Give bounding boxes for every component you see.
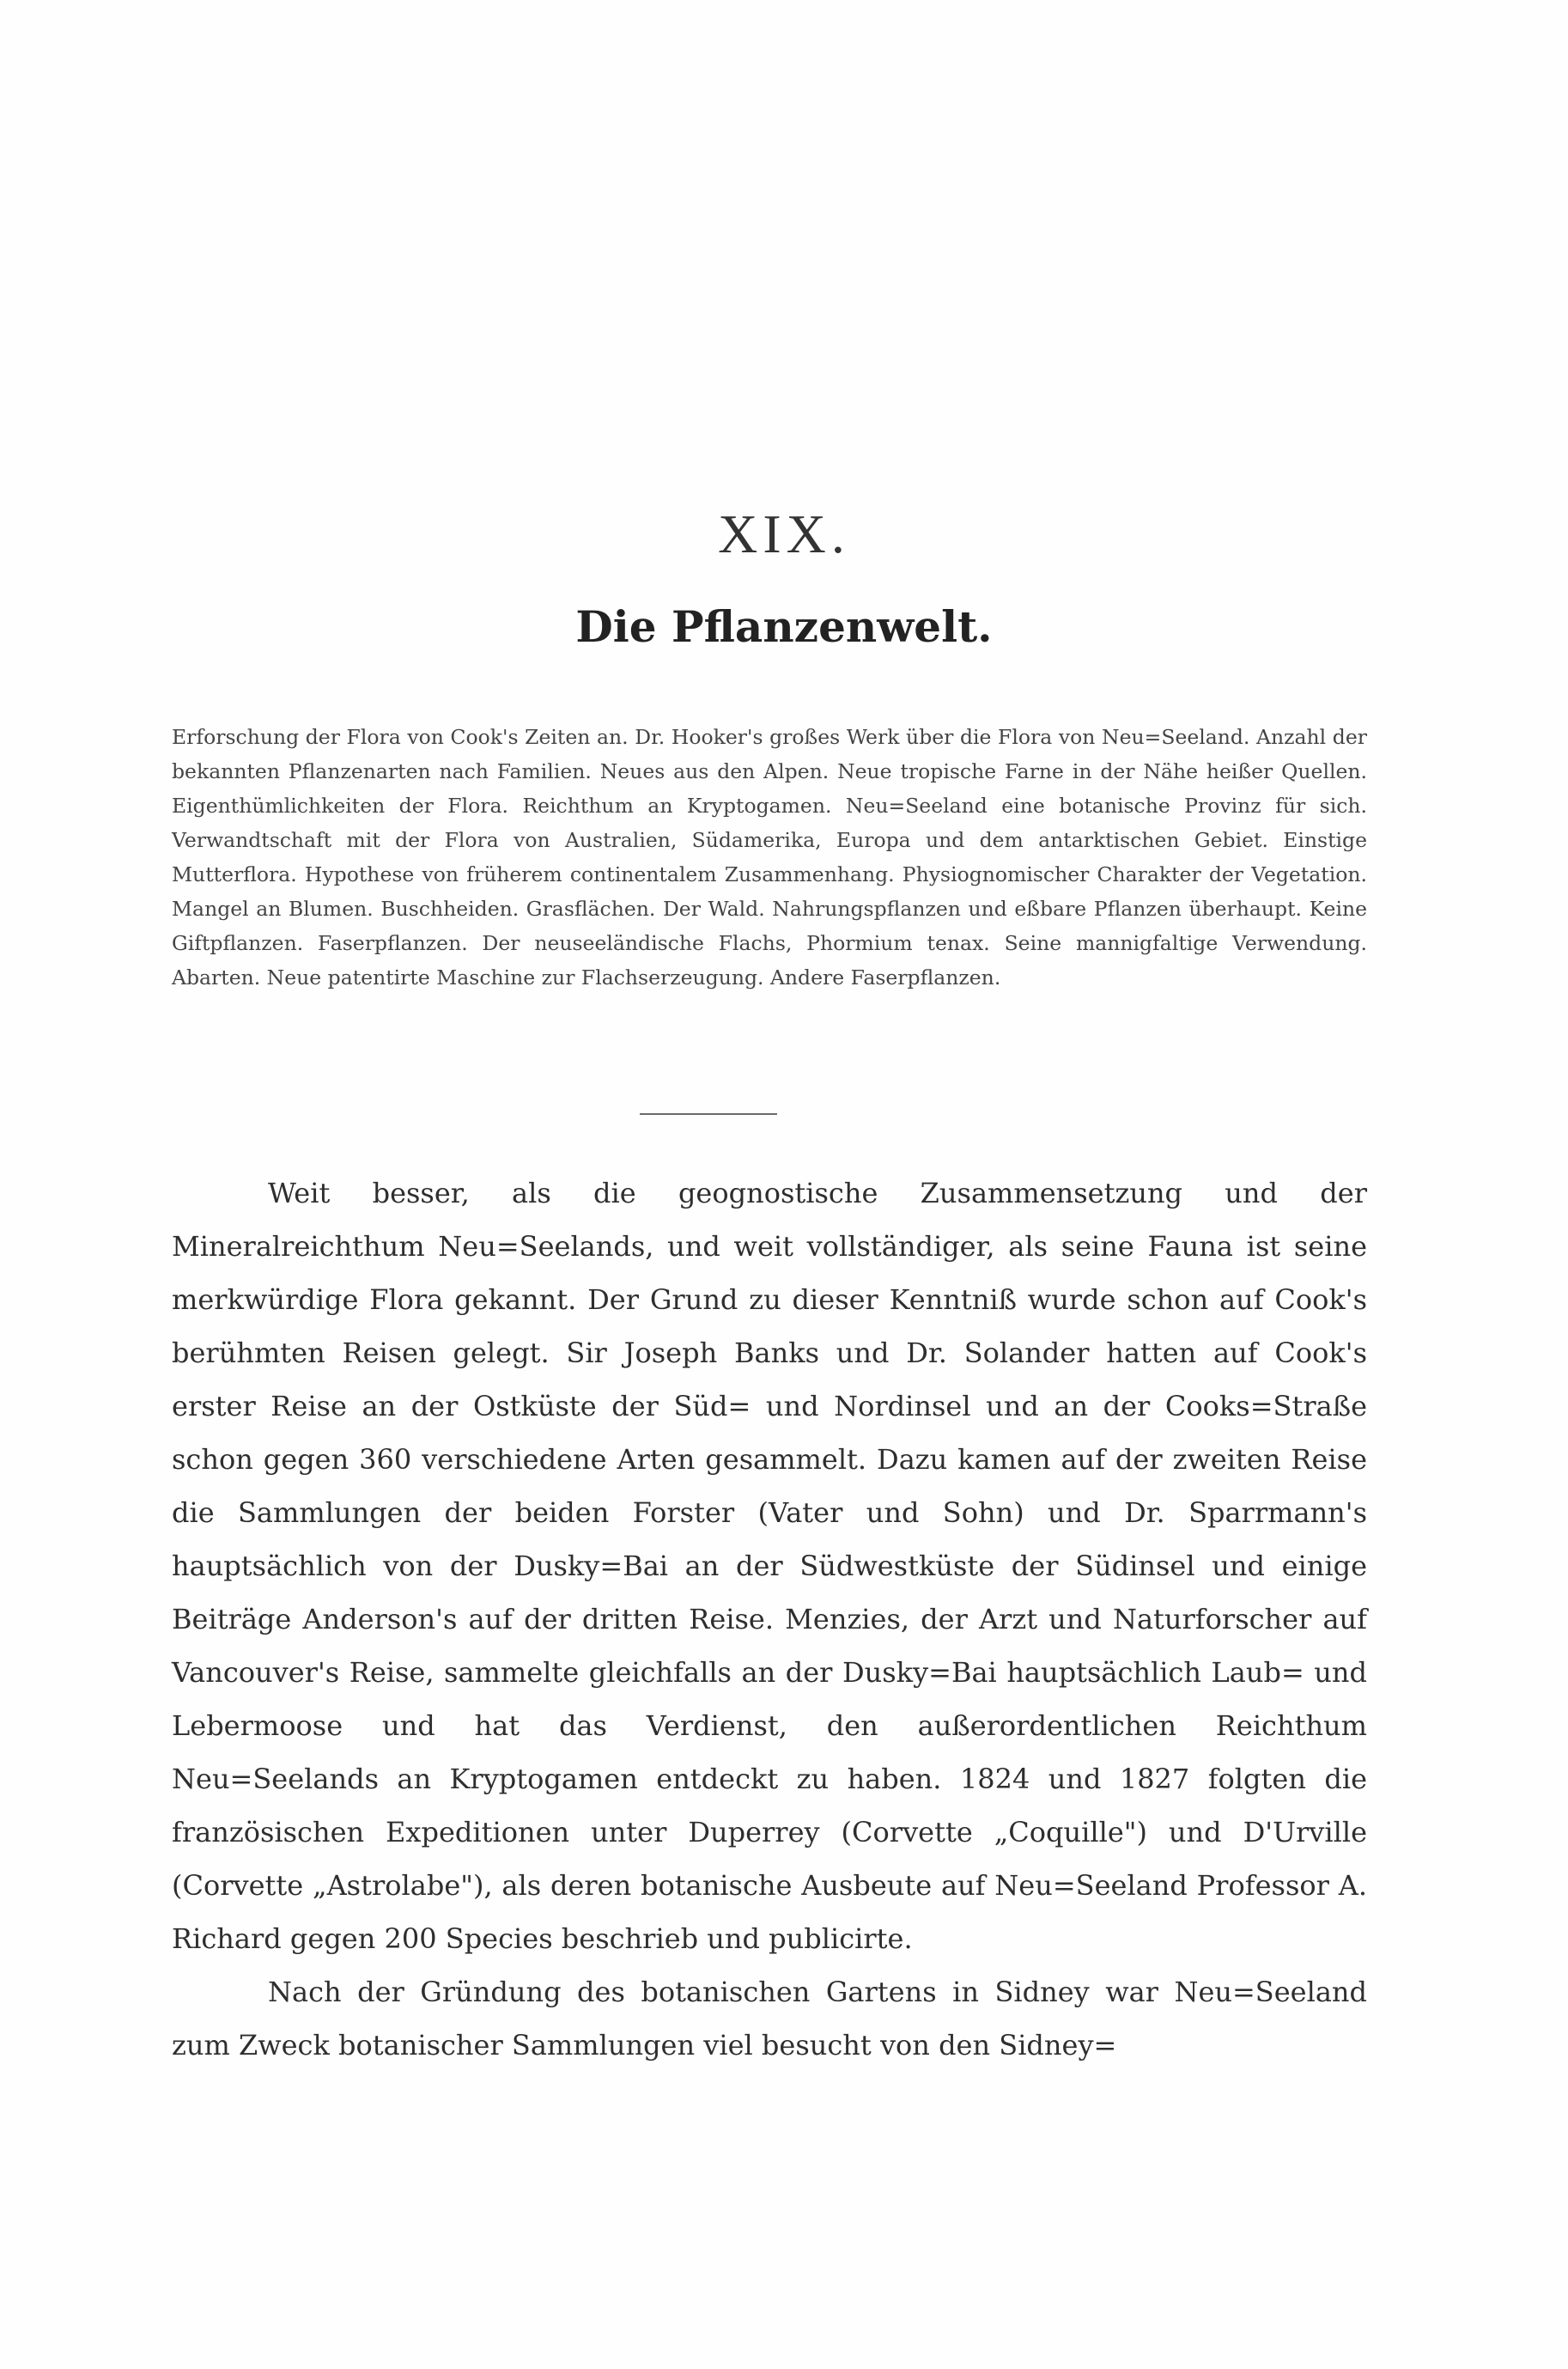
body-paragraph: Nach der Gründung des botanischen Gartens in Sidney war Neu=Seeland zum Zweck botanischer Sammlungen viel besucht von den Sidney= bbox=[172, 1976, 1367, 2061]
chapter-number: XIX. bbox=[718, 503, 850, 564]
section-divider bbox=[640, 1113, 777, 1115]
chapter-summary: Erforschung der Flora von Cook's Zeiten an. Dr. Hooker's großes Werk über die Flora von Neu=Seeland. Anzahl der bekannten Pflanzenarten nach Familien. Neues aus den Alpen. Neue tropische Farne in der Nähe heißer Quellen. Eigenthümlichkeiten der Flora. Reichthum an Kryptogamen. Neu=Seeland eine botanische Provinz für sich. Verwandtschaft mit der Flora von Australien, Südamerika, Europa und dem antarktischen Gebiet. Einstige Mutterflora. Hypothese von früherem continentalem Zusammenhang. Physiognomischer Charakter der Vegetation. Mangel an Blumen. Buschheiden. Grasflächen. Der Wald. Nahrungspflanzen und eßbare Pflanzen überhaupt. Keine Giftpflanzen. Faserpflanzen. Der neuseeländische Flachs, Phormium tenax. Seine mannigfaltige Verwendung. Abarten. Neue patentirte Maschine zur Flachserzeugung. Andere Faserpflanzen. bbox=[172, 725, 1367, 990]
body-paragraph: Weit besser, als die geognostische Zusammensetzung und der Mineralreichthum Neu=Seelands, und weit vollständiger, als seine Fauna ist seine merkwürdige Flora gekannt. Der Grund zu dieser Kenntniß wurde schon auf Cook's berühmten Reisen gelegt. Sir Joseph Banks und Dr. Solander hatten auf Cook's erster Reise an der Ostküste der Süd= und Nordinsel und an der Cooks=Straße schon gegen 360 verschiedene Arten gesammelt. Dazu kamen auf der zweiten Reise die Sammlungen der beiden Forster (Vater und Sohn) und Dr. Sparrmann's hauptsächlich von der Dusky=Bai an der Südwestküste der Südinsel und einige Beiträge Anderson's auf der dritten Reise. Menzies, der Arzt und Naturforscher auf Vancouver's Reise, sammelte gleichfalls an der Dusky=Bai hauptsächlich Laub= und Lebermoose und hat das Verdienst, den außerordentlichen Reichthum Neu=Seelands an Kryptogamen entdeckt zu haben. 1824 und 1827 folgten die französischen Expeditionen unter Duperrey (Corvette „Coquille") und D'Urville (Corvette „Astrolabe"), als deren botanische Ausbeute auf Neu=Seeland Professor A. Richard gegen 200 Species beschrieb und publicirte. bbox=[172, 1177, 1367, 1955]
chapter-title: Die Pflanzenwelt. bbox=[575, 601, 993, 652]
body-text bbox=[172, 1142, 1367, 2072]
